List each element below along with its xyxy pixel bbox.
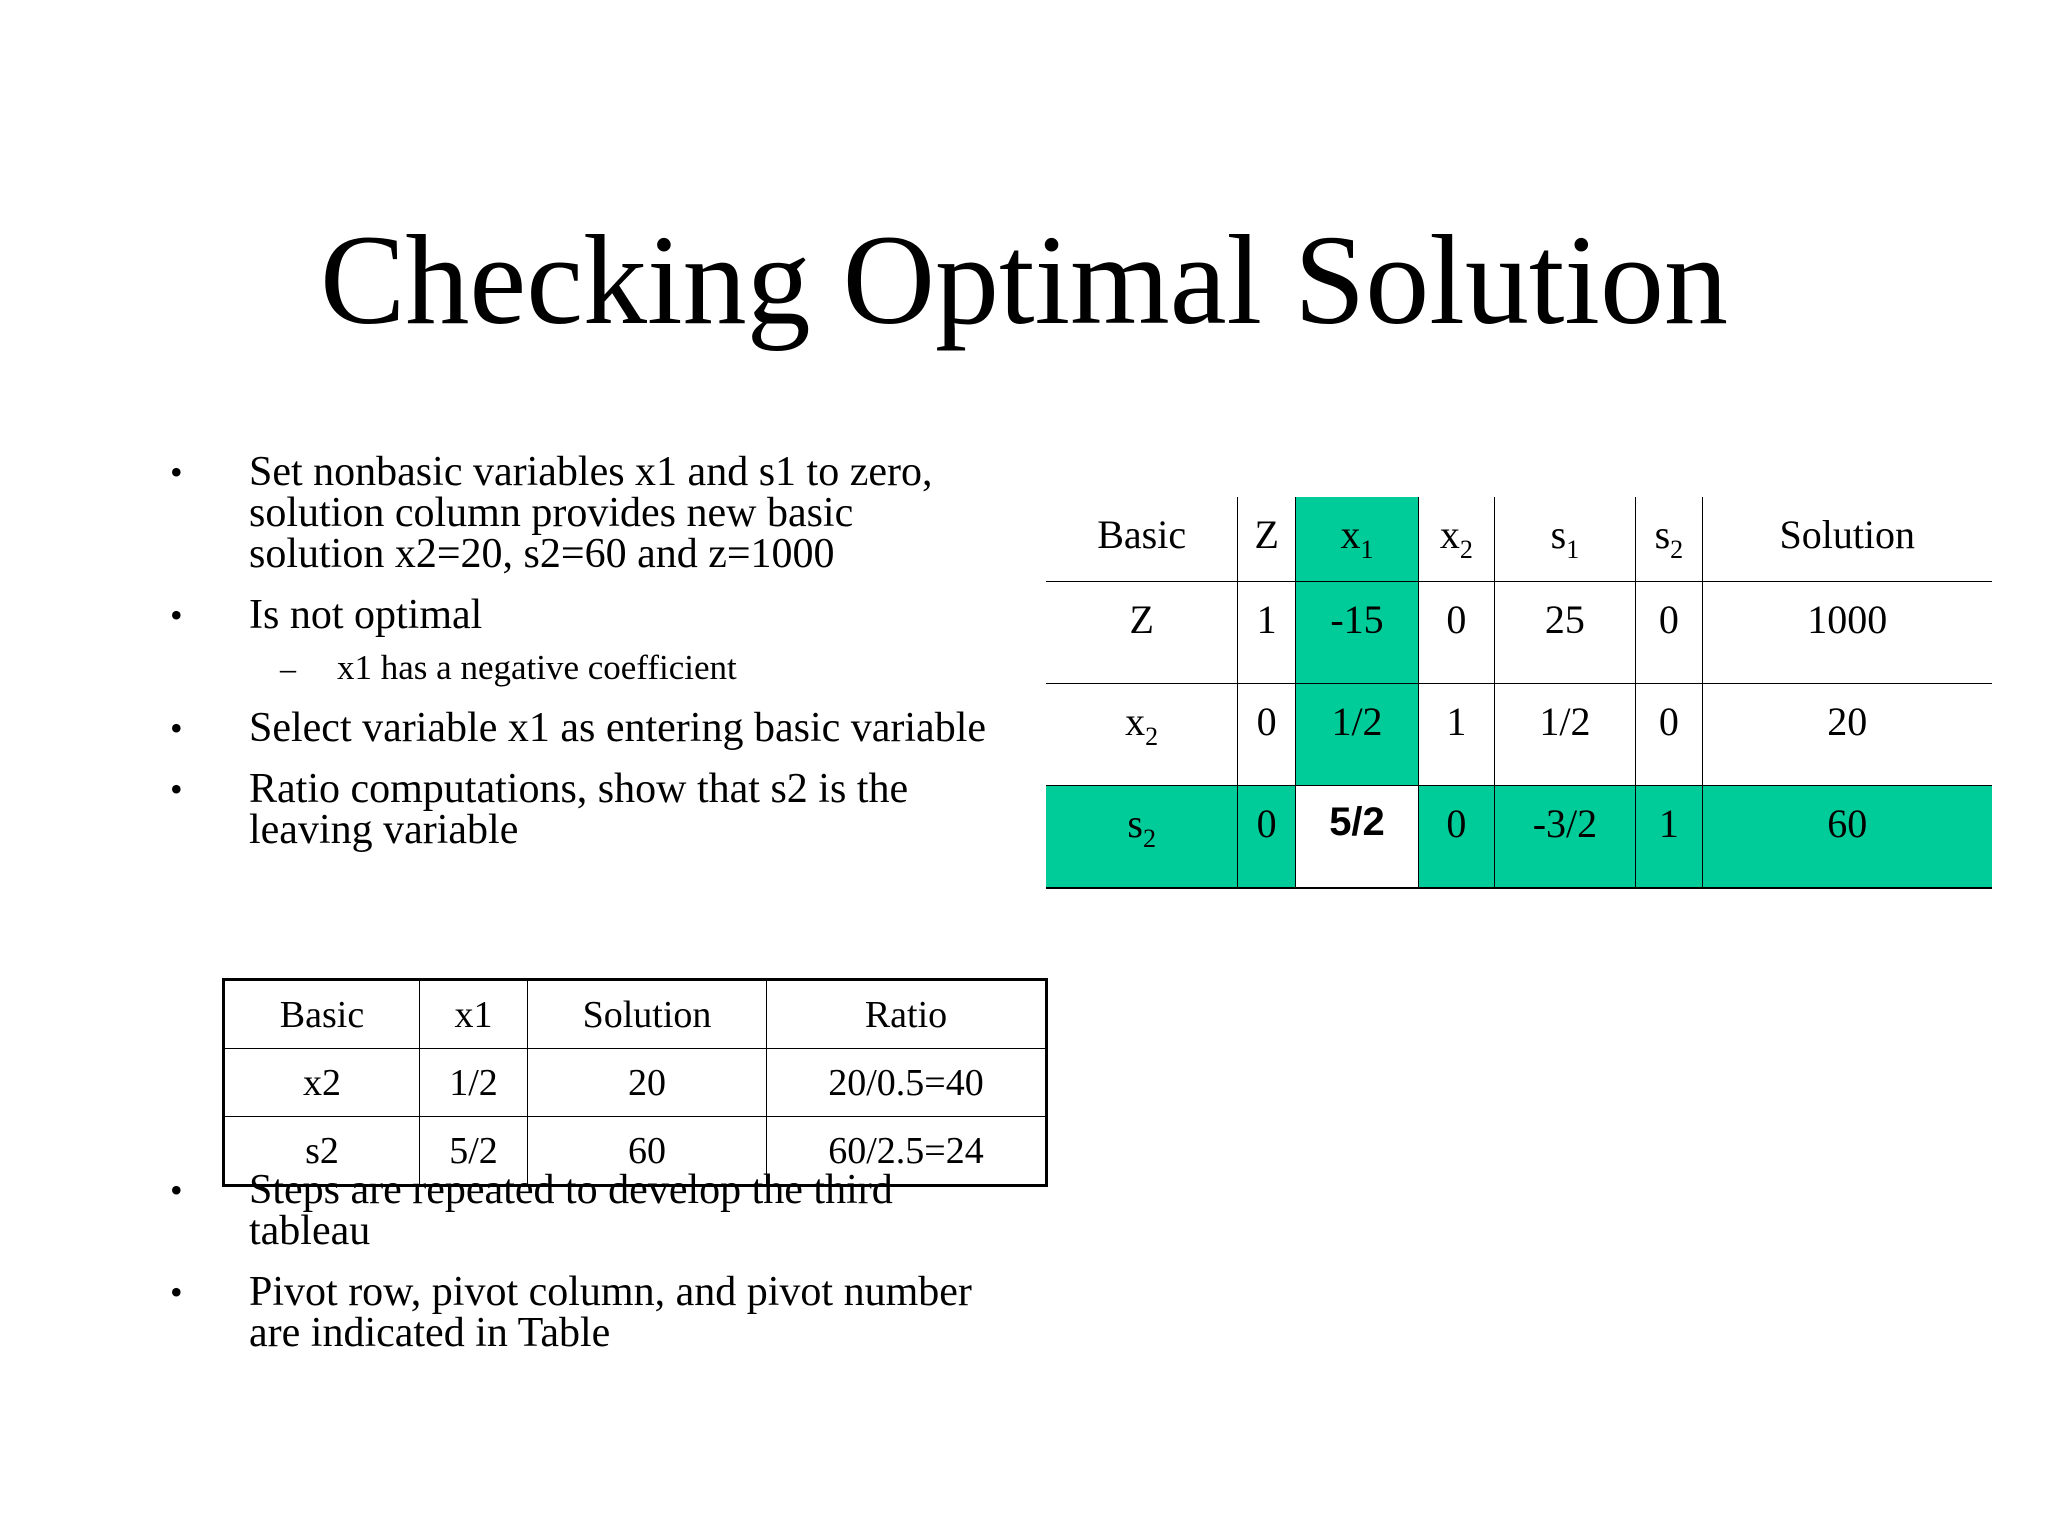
ratio-header-x1: x1 (420, 980, 528, 1049)
bullet-item (170, 592, 990, 638)
table-cell: 1000 (1702, 582, 1992, 684)
sub-bullet-item (170, 648, 990, 688)
bullet-text: Ratio computations, show that s2 is the leaving variable (249, 766, 909, 853)
table-cell: -15 (1295, 582, 1418, 684)
tableau-header-row (1046, 497, 1992, 582)
header-s2: $s_2$ (1636, 497, 1702, 582)
bullet-dot-icon: • (170, 452, 183, 492)
bullet-text: Pivot row, pivot column, and pivot number are indicated in Table (249, 1269, 972, 1356)
table-cell: 1 (1419, 684, 1495, 786)
table-cell: 0 (1636, 684, 1702, 786)
bullet-dot-icon: • (170, 708, 183, 748)
table-cell: 60/2.5=24 (767, 1117, 1047, 1186)
row-basic-label: $x_2$ (1046, 684, 1238, 786)
table-cell: 1 (1636, 786, 1702, 889)
table-cell: 0 (1419, 582, 1495, 684)
bullet-text: Set nonbasic variables x1 and s1 to zero, solution column provides new basic solution x2=20, s2=60 and z=1000 (249, 449, 933, 577)
table-cell: s2 (224, 1117, 420, 1186)
bullet-list-top (170, 449, 990, 871)
ratio-header-row (224, 980, 1047, 1049)
header-basic: Basic (1046, 497, 1238, 582)
table-cell: 1/2 (1494, 684, 1636, 786)
slide-title: Checking Optimal Solution (320, 209, 1728, 351)
ratio-row-x2 (224, 1049, 1047, 1117)
bullet-dot-icon: • (170, 595, 183, 635)
ratio-header-ratio: Ratio (767, 980, 1047, 1049)
bullet-text: Steps are repeated to develop the third tableau (249, 1167, 893, 1254)
header-solution: Solution (1702, 497, 1992, 582)
row-basic-label: Z (1046, 582, 1238, 684)
bullet-list-bottom (170, 1167, 990, 1374)
ratio-header-basic: Basic (224, 980, 420, 1049)
table-cell: 25 (1494, 582, 1636, 684)
bullet-item (170, 1269, 990, 1356)
table-cell: 5/2 (420, 1117, 528, 1186)
pivot-number-cell: 5/2 (1295, 786, 1418, 889)
table-cell: 20/0.5=40 (767, 1049, 1047, 1117)
table-cell: 60 (528, 1117, 767, 1186)
ratio-table (222, 978, 1048, 1187)
row-basic-label: $s_2$ (1046, 786, 1238, 889)
table-cell: 1/2 (420, 1049, 528, 1117)
table-cell: 0 (1419, 786, 1495, 889)
sub-bullet-text: x1 has a negative coefficient (337, 648, 737, 687)
table-cell: 0 (1238, 786, 1296, 889)
simplex-tableau (1046, 497, 1992, 889)
table-cell: 0 (1238, 684, 1296, 786)
header-s1: $s_1$ (1494, 497, 1636, 582)
bullet-dot-icon: • (170, 1272, 183, 1312)
table-cell: 0 (1636, 582, 1702, 684)
tableau-row-s2-pivot-row (1046, 786, 1992, 889)
bullet-dot-icon: • (170, 1170, 183, 1210)
table-cell: 1/2 (1295, 684, 1418, 786)
table-cell: 1 (1238, 582, 1296, 684)
ratio-row-s2 (224, 1117, 1047, 1186)
table-cell: -3/2 (1494, 786, 1636, 889)
bullet-item (170, 705, 990, 751)
bullet-dot-icon: • (170, 769, 183, 809)
header-x1: $x_1$ (1295, 497, 1418, 582)
bullet-item (170, 449, 990, 577)
table-cell: 60 (1702, 786, 1992, 889)
dash-icon: – (280, 650, 296, 686)
bullet-item (170, 766, 990, 853)
bullet-text: Is not optimal (249, 592, 483, 638)
ratio-header-solution: Solution (528, 980, 767, 1049)
header-x2: $x_2$ (1419, 497, 1495, 582)
tableau-row-x2 (1046, 684, 1992, 786)
table-cell: 20 (1702, 684, 1992, 786)
tableau-row-z (1046, 582, 1992, 684)
header-z: Z (1238, 497, 1296, 582)
table-cell: x2 (224, 1049, 420, 1117)
table-cell: 20 (528, 1049, 767, 1117)
bullet-text: Select variable x1 as entering basic variable (249, 705, 987, 751)
